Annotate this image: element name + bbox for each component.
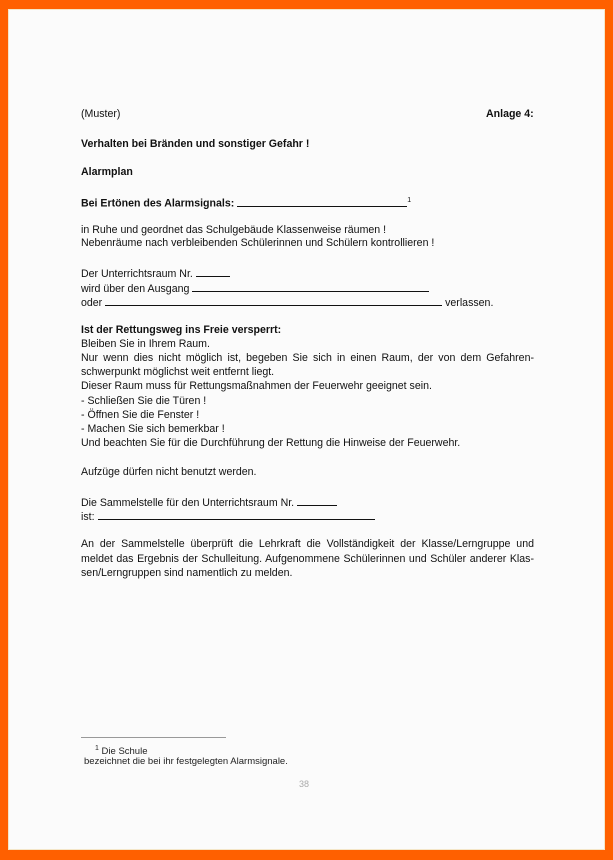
assembly-label: Die Sammelstelle für den Unterrichtsraum Nr. bbox=[81, 497, 295, 509]
evac-line-1: in Ruhe und geordnet das Schulgebäude Klassenweise räumen ! bbox=[81, 224, 387, 236]
elevator-note: Aufzüge dürfen nicht benutzt werden. bbox=[81, 466, 257, 478]
page-number: 38 bbox=[299, 779, 310, 789]
assembly-text-line: An der Sammelstelle überprüft die Lehrkraft die Vollständigkeit der Klasse/Lerngruppe und bbox=[81, 538, 534, 550]
header-right: Anlage 4: bbox=[486, 108, 534, 120]
assembly-text-line: meldet das Ergebnis der Schulleitung. Aufgenommene Schülerinnen und Schüler anderer Klas- bbox=[81, 553, 534, 565]
alternate-exit-blank bbox=[105, 295, 442, 306]
leave-label: verlassen. bbox=[445, 297, 494, 309]
exit-label: wird über den Ausgang bbox=[81, 283, 190, 295]
alarm-signal-blank bbox=[237, 196, 407, 207]
exit-blank bbox=[192, 281, 429, 292]
assembly-room-blank bbox=[297, 495, 337, 506]
blocked-heading: Ist der Rettungsweg ins Freie versperrt: bbox=[81, 324, 282, 336]
blocked-line: Bleiben Sie in Ihrem Raum. bbox=[81, 338, 210, 350]
assembly-text-line: sen/Lerngruppen sind namentlich zu melden. bbox=[81, 567, 293, 579]
document-title: Verhalten bei Bränden und sonstiger Gefahr ! bbox=[81, 138, 310, 150]
assembly-point-blank bbox=[98, 509, 375, 520]
room-number-blank bbox=[196, 266, 230, 277]
footnote-line-2: bezeichnet die bei ihr festgelegten Alarmsignale. bbox=[84, 756, 288, 767]
blocked-line: schwerpunkt möglichst weit entfernt liegt. bbox=[81, 366, 275, 378]
alarm-footnote-ref: 1 bbox=[407, 197, 412, 204]
or-label: oder bbox=[81, 297, 103, 309]
blocked-line: Und beachten Sie für die Durchführung der Rettung die Hinweise der Feuerwehr. bbox=[81, 437, 461, 449]
room-line bbox=[81, 266, 230, 281]
blocked-line: - Öffnen Sie die Fenster ! bbox=[81, 409, 200, 421]
room-label: Der Unterrichtsraum Nr. bbox=[81, 268, 193, 280]
footnote-separator bbox=[81, 737, 226, 738]
alarm-label: Bei Ertönen des Alarmsignals: bbox=[81, 197, 235, 210]
or-line bbox=[81, 295, 493, 310]
blocked-line: Dieser Raum muss für Rettungsmaßnahmen der Feuerwehr geeignet sein. bbox=[81, 380, 432, 392]
blocked-line: - Schließen Sie die Türen ! bbox=[81, 395, 207, 407]
exit-line bbox=[81, 281, 429, 296]
evac-line-2: Nebenräume nach verbleibenden Schülerinnen und Schülern kontrollieren ! bbox=[81, 237, 435, 249]
footnote-text-1: Die Schule bbox=[101, 746, 148, 758]
footnote-number: 1 bbox=[95, 745, 99, 752]
alarm-line bbox=[81, 194, 411, 211]
assembly-is-label: ist: bbox=[81, 511, 95, 523]
header-left: (Muster) bbox=[81, 108, 121, 120]
document-subtitle: Alarmplan bbox=[81, 166, 133, 178]
blocked-line: Nur wenn dies nicht möglich ist, begeben Sie sich in einen Raum, der von dem Gefahren- bbox=[81, 352, 534, 364]
assembly-is-line bbox=[81, 509, 375, 524]
blocked-line: - Machen Sie sich bemerkbar ! bbox=[81, 423, 225, 435]
assembly-room-line bbox=[81, 495, 337, 510]
